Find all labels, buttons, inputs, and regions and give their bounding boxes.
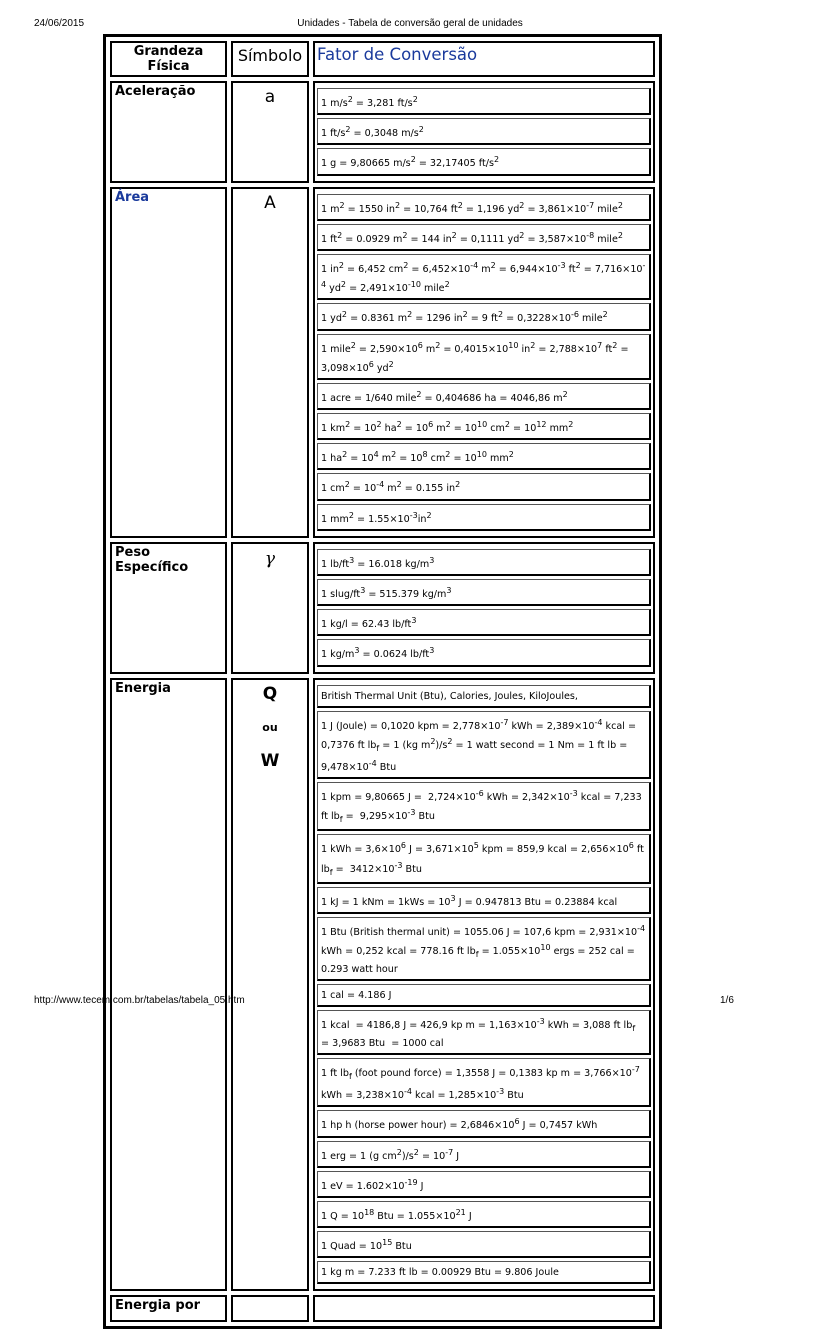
list-item (317, 1201, 651, 1228)
conversion-text: 1 $Q = 10^{18}$ Btu = $1.055\times 10^{21}$ J (317, 1201, 651, 1228)
header-grandeza: Grandeza Física (110, 41, 227, 77)
conversion-text: 1 cal = 4.186 J (317, 984, 651, 1007)
conversion-text: 1 kpm = 9,80665 $J = 2,724\times 10^{-6}$ kWh = $2,342\times 10^{-3}$ kcal = 7,233 ft $lb_f = 9,295\times 10^{-3}$ Btu (317, 782, 651, 831)
list-item (317, 1110, 651, 1137)
symbol-text: a (264, 87, 276, 107)
table-row (110, 1295, 655, 1322)
conversion-text: 1 $cm^2 = 10^{-4}$ $m^2 = 0.155$ $in^2$ (317, 473, 651, 500)
list-item (317, 148, 651, 175)
conversion-text: British Thermal Unit (Btu), Calories, Joules, KiloJoules, (317, 685, 651, 708)
table-row (110, 187, 655, 538)
list-item (317, 504, 651, 531)
conversion-text: 1 kJ = 1 kNm = $1kWs = 10^3$ J = 0.947813 Btu = 0.23884 kcal (317, 887, 651, 914)
list-item (317, 413, 651, 440)
list-item (317, 443, 651, 470)
quantity-name: Peso Específico (110, 542, 227, 674)
conversion-text: 1 kg m = 7.233 ft lb = 0.00929 Btu = 9.806 Joule (317, 1261, 651, 1284)
conversion-factors (313, 542, 655, 674)
conversion-list (317, 682, 651, 1288)
quantity-name: Aceleração (110, 81, 227, 183)
conversion-text: 1 slug/$ft^3 = 515.379$ $kg/m^3$ (317, 579, 651, 606)
conversion-text: 1 erg = 1 (g $cm^2)/s^2 = 10^{-7}$ J (317, 1141, 651, 1168)
list-item (317, 224, 651, 251)
conversion-text: 1 kg/l = 62.43 $lb/ft^3$ (317, 609, 651, 636)
quantity-symbol (231, 81, 309, 183)
conversion-text: 1 hp h (horse power hour) = $2,6846\times 10^6$ J = 0,7457 kWh (317, 1110, 651, 1137)
list-item (317, 711, 651, 779)
conversion-text: 1 Quad = $10^{15}$ Btu (317, 1231, 651, 1258)
quantity-name: Área (110, 187, 227, 538)
list-item (317, 984, 651, 1007)
list-item (317, 887, 651, 914)
conversion-list (317, 85, 651, 179)
list-item (317, 383, 651, 410)
list-item (317, 473, 651, 500)
conversion-text: 1 $ft/s^2 = 0,3048$ $m/s^2$ (317, 118, 651, 145)
conversion-text: 1 $m/s^2 = 3,281$ $ft/s^2$ (317, 88, 651, 115)
conversion-table (103, 34, 662, 1329)
print-header-date: 24/06/2015 (34, 18, 85, 29)
conversion-text: 1 $in^2 = 6,452$ $cm^2 = 6,452\times 10^{-4}$ $m^2 = 6,944\times 10^{-3}$ $ft^2 = 7,716\times 10^{-4}$ $yd^2 = 2,491\times 10^{-10}$ mile$^2$ (317, 254, 651, 300)
conversion-text: 1 $kg/m^3 = 0.0624$ $lb/ft^3$ (317, 639, 651, 666)
conversion-list (317, 191, 651, 534)
conversion-text: 1 kWh = $3,6\times 10^6$ $J = 3,671\times 10^5$ kpm = 859,9 kcal = $2,656\times 10^6$ ft $lb_f = 3412\times 10^{-3}$ Btu (317, 834, 651, 883)
list-item (317, 549, 651, 576)
list-item (317, 1171, 651, 1198)
conversion-factors (313, 81, 655, 183)
conversion-text: 1 Btu (British thermal unit) = 1055.06 J = 107,6 kpm = $2,931\times 10^{-4}$ kWh = 0,252 kcal = 778.16 ft $lb_f = 1.055\times 10^{10}$ ergs = 252 cal = 0.293 watt hour (317, 917, 651, 981)
symbol-text: A (264, 192, 276, 213)
table-row (110, 542, 655, 674)
list-item (317, 1010, 651, 1055)
list-item (317, 685, 651, 708)
conversion-text: 1 $m^2 = 1550$ $in^2 = 10,764$ $ft^2 = 1,196$ $yd^2 = 3,861\times 10^{-7}$ mile$^2$ (317, 194, 651, 221)
conversion-factors (313, 678, 655, 1292)
conversion-factors (313, 1295, 655, 1322)
conversion-text: 1 g = 9,80665 $m/s^2 = 32,17405$ $ft/s^2$ (317, 148, 651, 175)
list-item (317, 639, 651, 666)
list-item (317, 917, 651, 981)
conversion-text: 1 eV = $1.602\times 10^{-19}$ J (317, 1171, 651, 1198)
list-item (317, 254, 651, 300)
quantity-symbol (231, 542, 309, 674)
list-item (317, 88, 651, 115)
conversion-text: 1 acre = 1/640 mile$^2$ = 0,404686 ha = 4046,86 $m^2$ (317, 383, 651, 410)
conversion-text: 1 $lb/ft^3 = 16.018$ $kg/m^3$ (317, 549, 651, 576)
list-item (317, 834, 651, 883)
list-item (317, 1261, 651, 1284)
list-item (317, 1231, 651, 1258)
conversion-text: 1 $ha^2 = 10^4$ $m^2 = 10^8$ $cm^2 = 10^{10}$ $mm^2$ (317, 443, 651, 470)
conversion-text: 1 $mm^2 = 1.55\times 10^{-3}in^2$ (317, 504, 651, 531)
list-item (317, 118, 651, 145)
quantity-name: Energia (110, 678, 227, 1292)
list-item (317, 1141, 651, 1168)
list-item (317, 609, 651, 636)
list-item (317, 194, 651, 221)
table-row (110, 678, 655, 1292)
symbol-text: W (260, 750, 280, 771)
quantity-symbol (231, 187, 309, 538)
conversion-text: 1 $ft^2 = 0.0929$ $m^2 = 144$ $in^2 = 0,1111$ $yd^2 = 3,587\times 10^{-8}$ mile$^2$ (317, 224, 651, 251)
symbol-text: Q (262, 683, 278, 704)
list-item (317, 579, 651, 606)
list-item (317, 303, 651, 330)
conversion-text: 1 $yd^2 = 0.8361$ $m^2 = 1296$ $in^2 = 9$ $ft^2 = 0,3228\times 10^{-6}$ mile$^2$ (317, 303, 651, 330)
conversion-text: 1 ft $lb_f$ (foot pound force) = 1,3558 J = 0,1383 kp $m = 3,766\times 10^{-7}$ kWh = $3,238\times 10^{-4}$ kcal = $1,285\times 10^{-3}$ Btu (317, 1058, 651, 1107)
quantity-name: Energia por (110, 1295, 227, 1322)
print-footer-page: 1/6 (720, 995, 734, 1006)
table-header-row (110, 41, 655, 77)
header-simbolo: Símbolo (231, 41, 309, 77)
list-item (317, 782, 651, 831)
conversion-list (317, 546, 651, 670)
conversion-text: 1 mile$^2$ = $2,590\times 10^6$ $m^2 = 0,4015\times 10^{10}$ $in^2 = 2,788\times 10^7$ $ft^2 = 3,098\times 10^6$ $yd^2$ (317, 334, 651, 380)
print-footer-url: http://www.tecem.com.br/tabelas/tabela_05.htm (34, 995, 245, 1006)
header-fator: Fator de Conversão (313, 41, 655, 77)
conversion-text: 1 J (Joule) = 0,1020 kpm = $2,778\times 10^{-7}$ kWh = $2,389\times 10^{-4}$ kcal = 0,7376 ft $lb_f = 1$ (kg $m^2)/s^2 = 1$ watt second = 1 Nm = 1 ft lb = $9,478\times 10^{-4}$ Btu (317, 711, 651, 779)
print-header-title: Unidades - Tabela de conversão geral de unidades (297, 18, 523, 29)
conversion-text: 1 $km^2 = 10^2$ $ha^2 = 10^6$ $m^2 = 10^{10}$ $cm^2 = 10^{12}$ $mm^2$ (317, 413, 651, 440)
conversion-text: 1 kcal = 4186,8 J = 426,9 kp $m = 1,163\times 10^{-3}$ kWh = 3,088 ft $lb_f = 3,9683$ Btu = 1000 cal (317, 1010, 651, 1055)
symbol-text: γ (264, 548, 276, 569)
quantity-symbol (231, 1295, 309, 1322)
list-item (317, 1058, 651, 1107)
quantity-symbol (231, 678, 309, 1292)
conversion-factors (313, 187, 655, 538)
table-row (110, 81, 655, 183)
symbol-text: ou (262, 720, 278, 734)
list-item (317, 334, 651, 380)
